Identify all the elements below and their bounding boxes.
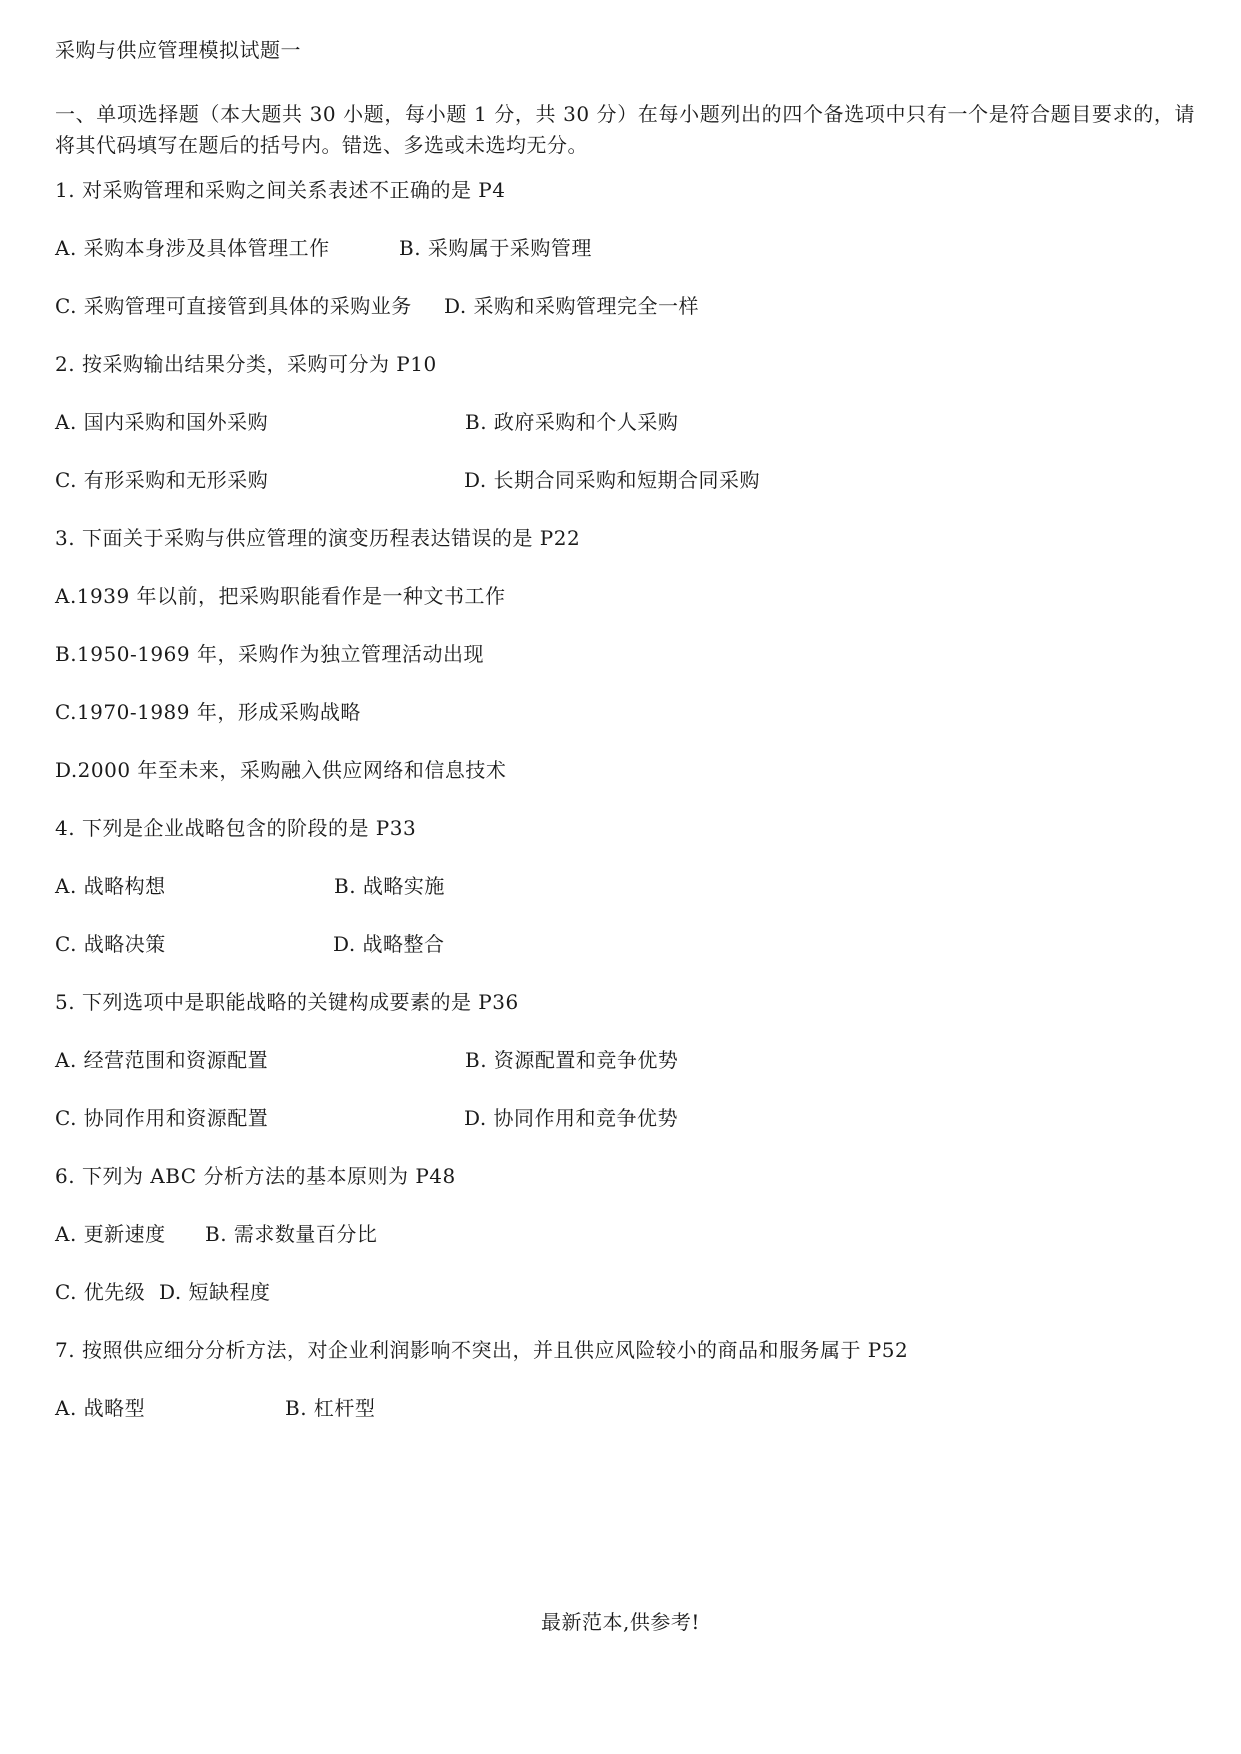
- question-3-option-d: D.2000 年至未来，采购融入供应网络和信息技术: [55, 758, 507, 782]
- question-6-stem: 6. 下列为 ABC 分析方法的基本原则为 P48: [55, 1164, 456, 1188]
- question-3-option-a: A.1939 年以前，把采购职能看作是一种文书工作: [55, 584, 506, 608]
- question-2-option-a: A. 国内采购和国外采购: [55, 410, 269, 434]
- question-5-stem: 5. 下列选项中是职能战略的关键构成要素的是 P36: [55, 990, 519, 1014]
- question-7-stem: 7. 按照供应细分分析方法，对企业利润影响不突出，并且供应风险较小的商品和服务属于 P52: [55, 1338, 909, 1362]
- question-5-option-a: A. 经营范围和资源配置: [55, 1048, 269, 1072]
- question-3-option-c: C.1970-1989 年，形成采购战略: [55, 700, 361, 724]
- question-6-option-a: A. 更新速度: [55, 1222, 166, 1246]
- question-3-stem: 3. 下面关于采购与供应管理的演变历程表达错误的是 P22: [55, 526, 581, 550]
- question-1-option-d: D. 采购和采购管理完全一样: [444, 294, 700, 318]
- question-5-option-b: B. 资源配置和竞争优势: [465, 1048, 679, 1072]
- question-1-option-b: B. 采购属于采购管理: [399, 236, 592, 260]
- question-4-option-a: A. 战略构想: [55, 874, 166, 898]
- question-4-option-c: C. 战略决策: [55, 932, 166, 956]
- question-4-option-b: B. 战略实施: [334, 874, 445, 898]
- question-6-option-b: B. 需求数量百分比: [205, 1222, 378, 1246]
- question-5-option-c: C. 协同作用和资源配置: [55, 1106, 269, 1130]
- page-footer-note: 最新范本,供参考!: [541, 1610, 700, 1634]
- question-1-option-c: C. 采购管理可直接管到具体的采购业务: [55, 294, 412, 318]
- question-5-option-d: D. 协同作用和竞争优势: [464, 1106, 679, 1130]
- question-4-option-d: D. 战略整合: [333, 932, 445, 956]
- question-6-option-d: D. 短缺程度: [159, 1280, 271, 1304]
- question-3-option-b: B.1950-1969 年，采购作为独立管理活动出现: [55, 642, 484, 666]
- question-2-stem: 2. 按采购输出结果分类，采购可分为 P10: [55, 352, 437, 376]
- question-1-stem: 1. 对采购管理和采购之间关系表述不正确的是 P4: [55, 178, 506, 202]
- section-instructions: 一、单项选择题（本大题共 30 小题，每小题 1 分，共 30 分）在每小题列出的四个备选项中只有一个是符合题目要求的，请将其代码填写在题后的括号内。错选、多选或未选均无分。: [55, 102, 1195, 157]
- question-7-option-b: B. 杠杆型: [285, 1396, 376, 1420]
- question-6-option-c: C. 优先级: [55, 1280, 146, 1304]
- question-2-option-b: B. 政府采购和个人采购: [465, 410, 679, 434]
- document-title: 采购与供应管理模拟试题一: [55, 38, 301, 62]
- question-2-option-c: C. 有形采购和无形采购: [55, 468, 269, 492]
- question-1-option-a: A. 采购本身涉及具体管理工作: [55, 236, 330, 260]
- question-4-stem: 4. 下列是企业战略包含的阶段的是 P33: [55, 816, 417, 840]
- question-2-option-d: D. 长期合同采购和短期合同采购: [464, 468, 761, 492]
- question-7-option-a: A. 战略型: [55, 1396, 146, 1420]
